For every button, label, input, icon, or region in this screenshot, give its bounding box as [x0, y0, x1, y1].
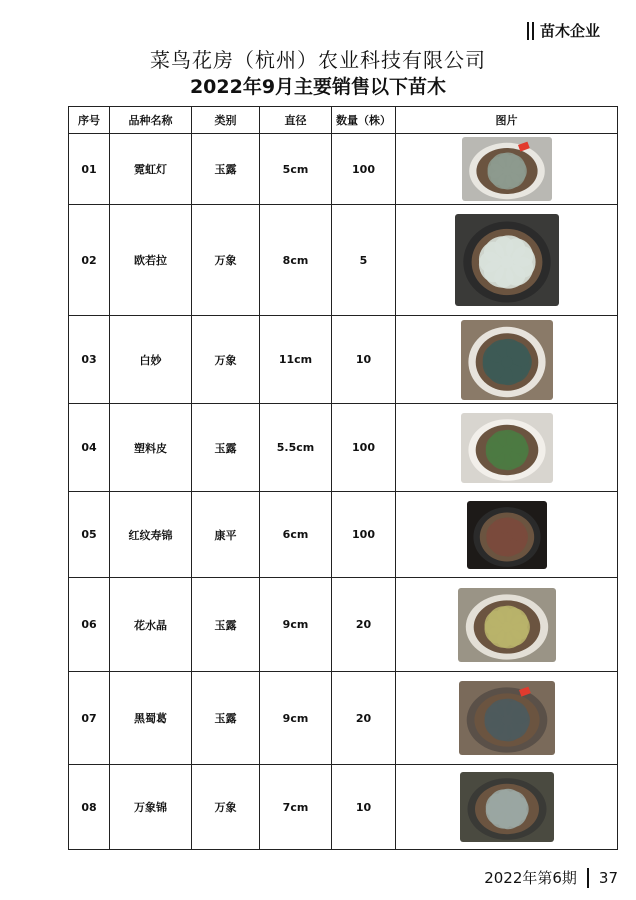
- cell-category: 万象: [192, 316, 260, 404]
- cell-photo: [396, 578, 618, 672]
- col-header-no: 序号: [69, 107, 110, 134]
- cell-quantity: 20: [332, 578, 396, 672]
- cell-quantity: 100: [332, 404, 396, 492]
- cell-no: 08: [69, 765, 110, 850]
- cell-category: 玉露: [192, 404, 260, 492]
- cell-quantity: 5: [332, 205, 396, 316]
- col-header-name: 品种名称: [110, 107, 192, 134]
- plant-photo: [461, 413, 553, 483]
- plant-photo: [458, 588, 556, 662]
- cell-name: 红纹寿锦: [110, 492, 192, 578]
- section-tag-label: 苗木企业: [539, 22, 600, 40]
- cell-category: 玉露: [192, 134, 260, 205]
- cell-name: 花水晶: [110, 578, 192, 672]
- section-bars-icon: [527, 22, 534, 40]
- cell-quantity: 100: [332, 134, 396, 205]
- plant-photo: [461, 320, 553, 400]
- cell-diameter: 9cm: [260, 578, 332, 672]
- cell-no: 01: [69, 134, 110, 205]
- col-header-diameter: 直径: [260, 107, 332, 134]
- table-row: [69, 316, 618, 404]
- cell-photo: [396, 205, 618, 316]
- cell-no: 04: [69, 404, 110, 492]
- footer-divider: [587, 868, 589, 888]
- cell-diameter: 6cm: [260, 492, 332, 578]
- cell-name: 黑蜀葛: [110, 672, 192, 765]
- page-number: 37: [598, 868, 618, 887]
- page-subtitle: 2022年9月主要销售以下苗木: [189, 76, 447, 98]
- cell-quantity: 10: [332, 316, 396, 404]
- cell-category: 玉露: [192, 578, 260, 672]
- cell-category: 万象: [192, 205, 260, 316]
- col-header-quantity: 数量（株）: [332, 107, 396, 134]
- section-tag: [527, 20, 600, 41]
- cell-photo: [396, 404, 618, 492]
- cell-no: 03: [69, 316, 110, 404]
- cell-category: 玉露: [192, 672, 260, 765]
- page-footer: [484, 867, 618, 888]
- issue-label: 2022年第6期: [484, 869, 577, 887]
- cell-photo: [396, 316, 618, 404]
- cell-photo: [396, 134, 618, 205]
- col-header-photo: 图片: [396, 107, 618, 134]
- table-header-row: [69, 107, 618, 134]
- col-header-category: 类别: [192, 107, 260, 134]
- cell-name: 万象锦: [110, 765, 192, 850]
- table-row: [69, 672, 618, 765]
- cell-diameter: 5.5cm: [260, 404, 332, 492]
- cell-name: 欧若拉: [110, 205, 192, 316]
- cell-diameter: 11cm: [260, 316, 332, 404]
- cell-no: 05: [69, 492, 110, 578]
- table-row: [69, 134, 618, 205]
- plant-photo: [460, 772, 554, 842]
- page-title: 菜鸟花房（杭州）农业科技有限公司: [150, 48, 486, 72]
- cell-diameter: 9cm: [260, 672, 332, 765]
- cell-no: 07: [69, 672, 110, 765]
- table-row: [69, 578, 618, 672]
- plant-table: [68, 106, 618, 850]
- cell-diameter: 5cm: [260, 134, 332, 205]
- table-row: [69, 205, 618, 316]
- cell-diameter: 8cm: [260, 205, 332, 316]
- table-row: [69, 404, 618, 492]
- plant-photo: [455, 214, 559, 306]
- cell-category: 万象: [192, 765, 260, 850]
- plant-photo: [459, 681, 555, 755]
- cell-photo: [396, 492, 618, 578]
- cell-photo: [396, 672, 618, 765]
- cell-category: 康平: [192, 492, 260, 578]
- plant-photo: [467, 501, 547, 569]
- cell-photo: [396, 765, 618, 850]
- plant-photo: [462, 137, 552, 201]
- cell-no: 02: [69, 205, 110, 316]
- table-row: [69, 492, 618, 578]
- cell-name: 霓虹灯: [110, 134, 192, 205]
- cell-name: 塑料皮: [110, 404, 192, 492]
- cell-name: 白妙: [110, 316, 192, 404]
- cell-quantity: 20: [332, 672, 396, 765]
- cell-diameter: 7cm: [260, 765, 332, 850]
- cell-no: 06: [69, 578, 110, 672]
- cell-quantity: 10: [332, 765, 396, 850]
- cell-quantity: 100: [332, 492, 396, 578]
- table-row: [69, 765, 618, 850]
